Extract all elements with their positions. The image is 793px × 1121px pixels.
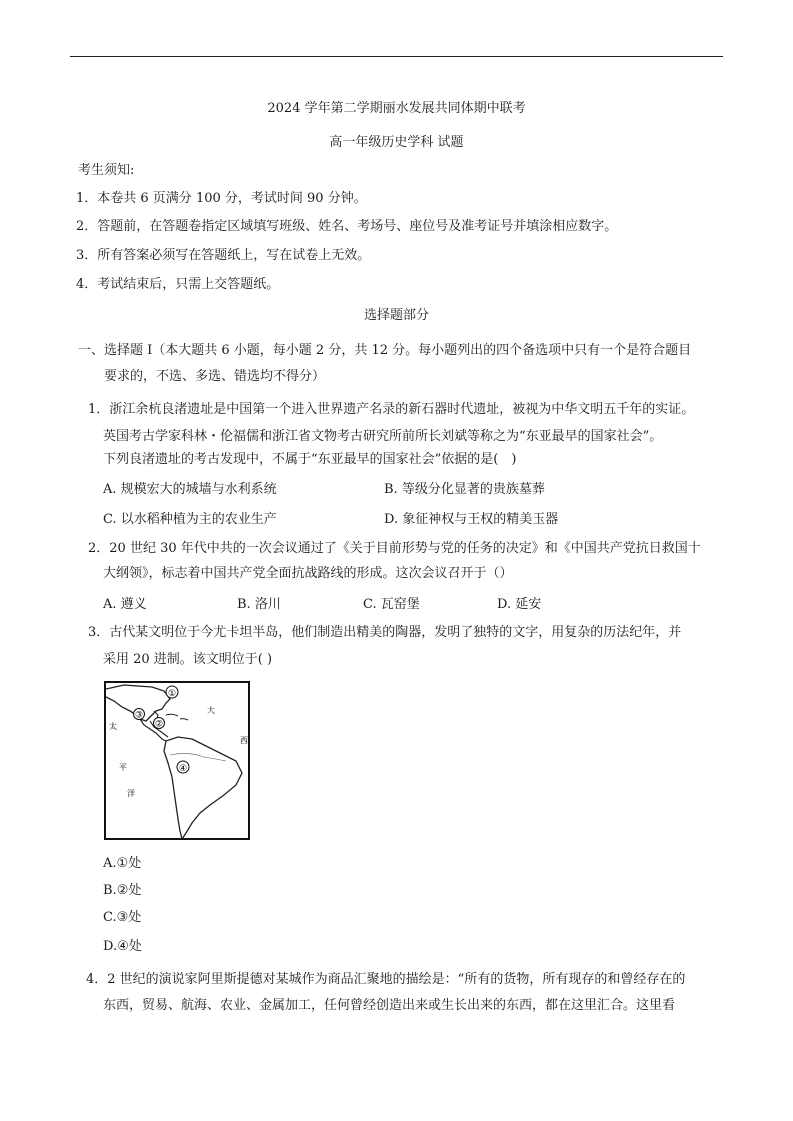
q3-option-d[interactable]: D.④处: [103, 939, 142, 954]
q3-option-c[interactable]: C.③处: [103, 910, 142, 925]
question-1-line: 英国考古学家科林・伦福儒和浙江省文物考古研究所前所长刘斌等称之为“东亚最早的国家社会”。: [103, 429, 663, 444]
question-2-line: 2．20 世纪 30 年代中共的一次会议通过了《关于目前形势与党的任务的决定》和《中国共产党抗日救国十: [88, 541, 701, 556]
question-2-line: 大纲领》，标志着中国共产党全面抗战路线的形成。这次会议召开于（）: [103, 566, 513, 581]
notice-item: 3．所有答案必须写在答题纸上，写在试卷上无效。: [76, 248, 371, 263]
map-label-atlantic-1: 大: [207, 706, 215, 715]
exam-title: 2024 学年第二学期丽水发展共同体期中联考: [267, 101, 526, 116]
circled-numeral: ④: [117, 939, 129, 954]
question-3-line: 采用 20 进制。该文明位于( ): [103, 652, 273, 667]
svg-text:③: ③: [134, 710, 144, 721]
notice-item: 2．答题前，在答题卷指定区域填写班级、姓名、考场号、座位号及准考证号并填涂相应数字。: [76, 219, 618, 234]
map-marker-2: [154, 718, 165, 730]
question-4-line: 东西，贸易、航海、农业、金属加工，任何曾经创造出来或生长出来的东西，都在这里汇合。这里看: [103, 998, 676, 1013]
part-instructions-cont: 要求的，不选、多选、错选均不得分）: [104, 369, 326, 384]
exam-subtitle: 高一年级历史学科 试题: [329, 135, 464, 150]
q2-option-c[interactable]: C. 瓦窑堡: [363, 597, 420, 612]
top-rule: [70, 56, 723, 57]
question-1-line: 下列良渚遗址的考古发现中，不属于“东亚最早的国家社会”依据的是( ): [103, 452, 517, 467]
americas-map: [104, 681, 250, 840]
q2-option-d[interactable]: D. 延安: [497, 597, 542, 612]
question-4-line: 4．2 世纪的演说家阿里斯提德对某城作为商品汇聚地的描绘是：“所有的货物，所有现存的和曾经存在的: [86, 972, 686, 987]
notice-item: 4．考试结束后，只需上交答题纸。: [76, 277, 280, 292]
svg-text:④: ④: [178, 764, 188, 774]
q3-option-b[interactable]: B.②处: [103, 883, 142, 898]
notice-heading: 考生须知:: [78, 163, 135, 178]
q2-option-a[interactable]: A. 遵义: [103, 597, 147, 612]
part-instructions: 一、选择题 I（本大题共 6 小题，每小题 2 分，共 12 分。每小题列出的四个备选项中只有一个是符合题目: [78, 343, 692, 358]
map-label-atlantic-2: 西: [240, 736, 248, 745]
q1-option-d[interactable]: D. 象征神权与王权的精美玉器: [384, 512, 559, 527]
svg-text:①: ①: [167, 689, 177, 699]
question-3-line: 3．古代某文明位于今尤卡坦半岛，他们制造出精美的陶器，发明了独特的文字，用复杂的历法纪年，并: [88, 625, 682, 640]
question-1-line: 1．浙江余杭良渚遗址是中国第一个进入世界遗产名录的新石器时代遗址，被视为中华文明五千年的实证。: [88, 402, 695, 417]
q1-option-c[interactable]: C. 以水稻种植为主的农业生产: [103, 512, 277, 527]
circled-numeral: ①: [116, 856, 129, 871]
notice-item: 1．本卷共 6 页满分 100 分，考试时间 90 分钟。: [76, 191, 367, 206]
svg-text:②: ②: [154, 719, 164, 730]
map-marker-3: [134, 709, 145, 721]
q3-option-a[interactable]: A.①处: [103, 856, 142, 871]
circled-numeral: ②: [116, 883, 129, 898]
section-title: 选择题部分: [363, 308, 429, 323]
map-label-pacific-2: 平: [119, 763, 127, 772]
circled-numeral: ③: [116, 910, 129, 925]
q2-option-b[interactable]: B. 洛川: [237, 597, 281, 612]
map-label-pacific-3: 洋: [127, 789, 135, 798]
q1-option-b[interactable]: B. 等级分化显著的贵族墓葬: [384, 482, 545, 497]
q1-option-a[interactable]: A. 规模宏大的城墙与水利系统: [103, 482, 277, 497]
map-label-pacific-1: 太: [109, 722, 117, 731]
